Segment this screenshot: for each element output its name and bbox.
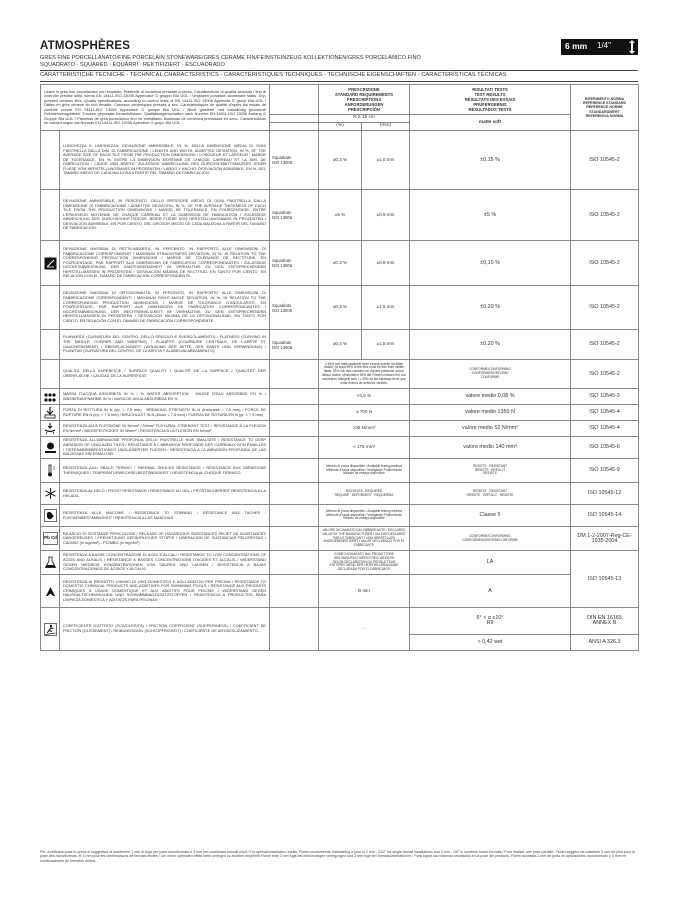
table-row [41,360,639,389]
row-method [270,608,319,651]
page-title: ATMOSPHÈRES [40,40,131,52]
requirement-mm: ±0,8 mm [362,241,410,286]
requirement-value: Metodo di prova disponibile / Available testing method Méthode d'essai disponible / Verfügbare Prüfmethode Método de ensayo disponible [319,505,410,527]
requirement-value: COME DICHIARATO DAL PRODUTTORE SEE MANUFACTURER'S DECLARATION SELON DÉCLARATION DU PRODUCTEUR ENTSPRECHEND DER HERSTELLERANGABE DECLARADA POR EL FABRICANTE [319,551,410,575]
subtitle-material: GRES FINE PORCELLANATO/FINE PORCELAIN STONEWARE/GRÈS CÉRAME FIN/FEINSTEINZEUG KOLLEKTIONEN/GRES PORCELÁNICO FINO [40,55,421,61]
blank-icon [41,131,60,190]
reference-standard: ISO 10545-4 [571,421,639,437]
requirement-pct: ±0,3 % [319,286,362,330]
blank-icon [41,360,60,389]
requirement-value: - [319,608,410,651]
slip-icon [41,608,60,651]
test-result: RESISTE · RESISTANT RÉSISTE · ERFÜLLT · RESISTE [410,483,571,505]
reference-standard: ISO 10545-2 [571,241,639,286]
requirement-mm: ±1,0 mm [362,131,410,190]
row-method [270,483,319,505]
thickness-inch: 1/4" [597,41,611,50]
test-result: valore medio 0,08 % [410,389,571,405]
test-result: ±0,10 % [410,241,571,286]
unit-spacer [270,123,319,131]
row-method: Squadrato ISO 13006 [270,131,319,190]
reference-standard: DIN EN 16165 ANNEX B [571,608,639,635]
test-result: 6° < α ≤10° R9 [410,608,571,635]
svg-text:Pb Cd: Pb Cd [43,535,57,540]
row-method [270,405,319,421]
row-description: RESISTENZA AGLI SBALZI TERMICI / THERMAL SHOCKS RESISTANCE / RÉSISTANCE AUX VARIATIONS THERMIQUES / TEMPERATURWECHSELBESTÄNDIGKEIT / RESISTENCIA AL CHOQUE TÉRMICO. [60,459,270,483]
requirement-value: ≥ 95% min dalle piastrelle deve essere esente da difetti visibili / At least 95% of the tiles must be free from visible flaws. 95% min des carreaux ne doivent présenter aucun défaut visible. Mindestens 95% der Fliesen müssen frei von sichtbaren Mängeln sein / ≥ 95% de las baldosas tiene que estar exento de defectos visibles. [319,360,410,389]
thickness-mm: 6 mm [565,41,588,51]
row-description: COEFFICIENTE D'ATTRITO (SCIVOLOSITÀ) / FRICTION COEFFICIENT (SLIPPERINESS) / COEFFICIENT DE FRICTION (GLISSEMENT) / REIBUNGSZAHL (SCHLÜPFRIGKEIT) / COEFICIENTE DE ANTIDESLIZAMIENTO. [60,608,270,651]
table-row [41,421,639,437]
subtitle-edge: SQUADRATO · SQUARED · ÉQUARRI · REKTIFIZIERT · ESCUADRADO [40,62,638,71]
table-row [41,483,639,505]
reference-standard: ISO 10545-4 [571,405,639,421]
requirement-value: B min [319,575,410,608]
requirement-pct: ±5 % [319,190,362,241]
test-result: CONFORME/CONFORMING CONFORME/KONFORM/CONFORME [410,527,571,551]
row-description: PLANARITÀ (CURVATURA DEL CENTRO, DELLO SPIGOLO E SVERGOLAMENTO) / FLATNESS (CURVING IN THE MIDDLE, CORNER AND WARPING) / PLANÉITÉ (COURBURE CENTRALE, DE L'ARÊTE ET GAUCHISSEMENT) / EBENFLÄCHIGKEIT (WÖLBUNG DER MITTE, DER KANTE UND VERWINDUNG) / PLANITUD (CURVATURA DEL CENTRO, DE LA ARISTA Y ALABEO/ALABEAMIENTO). [60,330,270,360]
pbcd-icon [41,527,60,551]
row-method [270,421,319,437]
requirement-mm: ±0,5 mm [362,190,410,241]
thermo-icon [41,459,60,483]
row-description: DEVIAZIONE MASSIMA DI ORTOGONALITÀ, IN PERCENTO, IN RAPPORTO ALLE DIMENSIONI DI FABBRICAZIONE CORRISPONDENTI / MAXIMUM RIGHT-ANGLE DEVIATION, IN %, IN RELATION TO THE CORRESPONDING PRODUCTION DIMENSIONS / MARGE DE TOLÉRANCE D'ANGULARITÉ, EN POURCENTAGE, PAR RAPPORT AUX DIMENSIONS DE FABRICATION CORRESPONDANTES / HÖCHSTABWEICHUNG DER RECHTWINKLIGKEIT IM VERHÄLTNIS ZU DEN ENTSPRECHENDEN HERSTELLMASSEN IN PROZENTEN / DESVIACIÓN MÁXIMA DE LA ORTOGONALIDAD, EN TANTO POR CIENTO, EN RELACIÓN CON EL TAMAÑO DE FABRICACIÓN CORRESPONDIENTE. [60,286,270,330]
row-description: QUALITÀ DELLA SUPERFICIE / SURFACE QUALITY / QUALITÉ DE LA SURFACE / QUALITÄT DER OBERFLÄCHE / CALIDAD DE LA SUPERFICIE. [60,360,270,389]
test-result: valore medio 140 mm³ [410,437,571,459]
requirement-value: ≥ 700 N [319,405,410,421]
pct-label: (%) [319,123,362,131]
test-result: LA [410,551,571,575]
requirement-mm: ±1,5 mm [362,286,410,330]
row-description: RESISTENZA A BASSE CONCENTRAZIONI DI ACIDI E ALCALI / RESISTANCE TO LOW CONCENTRATIONS OF ACIDS AND ALKALIS / RÉSISTANCE À BASSES CONCENTRATIONS D'ACIDES ET ALCALIS / WIDERSTAND GEGEN NIEDRIGE KONZENTRATIONEN VON SÄUREN UND LAUGEN / RESISTENCIA A BAJAS CONCENTRACIONES DE ÁCIDOS Y ÁLCALIS. [60,551,270,575]
reference-standard: DM 1-2-2007-Reg-CE-1935-2004 [571,527,639,551]
reference-header: RIFERIMENTO NORMA REFERENCE STANDARD RÉFÉRENCE NORME STANDARDWERT REFERENCIA NORMA [571,85,639,131]
row-method [270,389,319,405]
requirement-value: < 175 mm³ [319,437,410,459]
reference-standard: ISO 10545-6 [571,437,639,459]
straight-icon [41,241,60,286]
requirement-pct: ±0,3 % [319,241,362,286]
row-method: Squadrato ISO 13006 [270,286,319,330]
row-description: RILASCIO DI SOSTANZE PERICOLOSE / RELEASE OF HAZARDOUS SUBSTANCES /REJET DE SUBSTANCES DANGEREUSES / FREISETZUNG GEFÄHRLICHER STOFFE / LIBERACIÓN DE SUSTANCIAS PELIGROSAS / CADMIO (in mg/dm²) - PIOMBO (in mg/dm²) [60,527,270,551]
row-method [270,437,319,459]
row-method [270,360,319,389]
requirements-header: PRESCRIZIONE STANDARD REQUIREMENTS PRESCRIPTIONS ANFORDERUNGEN PRESCRIPCIÓN [319,85,410,115]
reference-standard: ISO 10545-14 [571,505,639,527]
table-header-row [41,85,639,115]
reference-standard: ISO 10545-2 [571,131,639,190]
row-method [270,505,319,527]
row-method: Squadrato ISO 13006 [270,190,319,241]
norm-label: N ≥ 15 cm [319,115,410,123]
test-result: ±5 % [410,190,571,241]
requirement-value: Metodo di prova disponibile / Available testing method Méthode d'essai disponible / Verfügbare Prüfmethode Método de ensayo disponible [319,459,410,483]
test-result: valore medio 1350 N [410,405,571,421]
reference-standard: ISO 10545-2 [571,330,639,360]
table-row [41,190,639,241]
row-description: LUNGHEZZA E LARGHEZZA: DEVIAZIONE AMMISSIBILE, IN %, DELLA DIMENSIONE MEDIA DI OGNI PIASTRELLA DALLA DIM. DI FABBRICAZIONE / LENGTH AND WIDTH: ADMITTED DEVIATION, IN %, OF THE AVERAGE SIZE OF EACH TILE FROM THE PRODUCTION DIMENSIONS / LONGUEUR ET LARGEUR : MARGE DE TOLÉRANCE, EN %, ENTRE LA DIMENSION MOYENNE DE CHAQUE CARREAU ET LA DIM. DE FABRICATION / LÄNGE UND BREITE: ZULÄSSIGE ABWEICHUNG DES DURCHSCHNITTSMASSES JEDER FLIESE VOM HERSTELLUNGSMASS IN PROZENTEN / LARGO Y ANCHO: DESVIACIÓN ADMISIBLE, EN %, DEL TAMAÑO MEDIO DE CADA BALDOSA A PARTIR DEL TAMAÑO DE FABRICACIÓN. [60,131,270,190]
row-method [270,459,319,483]
requirement-pct: ±0,3 % [319,131,362,190]
reference-standard: ANSI A 326.3 [571,635,639,651]
reference-standard: ISO 10545-3 [571,389,639,405]
row-description: RESISTENZA ALL'ABRASIONE PROFONDA DELLE PIASTRELLE NON SMALTATE / RESISTANCE TO DEEP ABRASION OF UNGLAZED TILES / RÉSISTANCE À L'ABRASION PROFONDE DES CARREAUX NON ÉMAILLÉS / TIEFENABRIEBFESTIGKEIT UNGLASIERTER FLIESEN / RESISTENCIA A LA ABRASIÓN PROFUNDA DE LAS BALDOSAS SIN ESMALTAR. [60,437,270,459]
tech-table [40,84,639,651]
table-row [41,405,639,421]
test-result: > 0,42 wet [410,635,571,651]
section-heading: CARATTERISTICHE TECNICHE - TECHNICAL CHARACTERISTICS - CARACTÉRISTIQUES TECHNIQUES - TECHNISCHE EIGENSCHAFTEN - CARACTERÍSTICAS TÉCNICAS [40,72,638,82]
test-result: ±0,15 % [410,131,571,190]
abrasion-icon [41,437,60,459]
test-result: CONFORME/CONFORMING CONFORME/KONFORM/ CONFORME [410,360,571,389]
row-description: DEVIAZIONE MASSIMA DI RETTILINEARITÀ, IN PERCENTO, IN RAPPORTO ALLE DIMENSIONI DI FABBRICAZIONE CORRISPONDENTI / MAXIMUM STRAIGHTNESS DEVIATION, IN %, IN RELATION TO THE CORRESPONDING PRODUCTION DIMENSIONS / MARGE DE TOLÉRANCE DE RECTITUDE, EN POURCENTAGE, PAR RAPPORT AUX DIMENSIONS DE FABRICATION CORRESPONDANTES / ZULÄSSIGE HÖCHSTABWEICHUNG DER KANTENGERADHEIT IM VERHÄLTNIS ZU DEN ENTSPRECHENDEN HERSTELLMASSEN IN PROZENTEN / DESVIACIÓN MÁXIMA DE RECTITUD, EN TANTO POR CIENTO, EN RELACIÓN CON EL TAMAÑO DE FABRICACIÓN CORRESPONDIENTE. [60,241,270,286]
footer-note: Per un'efficace posa in opera si suggerisce di mantenere 2 mm di fuga per pose monoformato e 3 mm per combinare formati misti / For optimal installation results, Florim recommends maintaining a joint of 2 mm - 1/12" for single format installations and 3 mm - 1/8" to combine mixed formats / Pour réaliser une pose parfaite, Florim suggère de maintenir 2 mm de joint pour la pose des monoformats, et 3 mm pour les combinaisons de formats mixtes / Um einen optimalen effekt beim verlegen zu erzielen empfiehlt Florim eine 2 mm fuge bei einformatigen verlegungen und 3 mm fuge bei formatkombinationen / Para lograr los máximos resultados en la pose del producto, Florim aconseja 2 mm de junta en aplicaciones monoformato y 3 mm en combinaciones de formatos mixtos. [40,850,635,863]
table-row [41,437,639,459]
row-description: RESISTENZA AL GELO / FROST RESISTANCE / RÉSISTANCE AU GEL / FROSTSICHERHEIT RESISTENCIA A LA HELADA [60,483,270,505]
reference-standard: ISO 10545-13 [571,551,639,608]
press-icon [41,405,60,421]
reference-standard: ISO 10545-2 [571,360,639,389]
row-method: Squadrato ISO 13006 [270,241,319,286]
reference-standard: ISO 10545-2 [571,190,639,241]
reference-standard: ISO 10545-9 [571,459,639,483]
requirement-value: RICHIESTA · REQUIRED REQUISE · GEFORDERT · REQUERIDA [319,483,410,505]
matte-label: matte soft [410,115,571,131]
table-row [41,505,639,527]
table-row [41,608,639,635]
test-result: ±0,20 % [410,330,571,360]
requirement-value: >35 N/mm² [319,421,410,437]
stain-icon [41,505,60,527]
intro-text: Lastre in gres fine porcellanato non smaltato. Piastrelle di ceramica pressate a secco. Caratteristiche di qualità secondo i test di controllo previsti dalla norma EN 14411-ISO 13006 Appendice G gruppo BIa UGL / Unglazed porcelain stoneware slabs. Dry-pressed ceramic tiles. Quality specifications, according to control tests of EN 14411-ISO 13006 Appendix G group BIa UGL / Dalles en grès cérame fin non émaillé. Carreaux céramiques pressés à sec. Caractéristiques de qualité d'après les essais de contrôle norme EN 14411-ISO 13006 Appendice G groupe BIa UGL / Nicht glasierte und vollständig gesinterte Feinsteinzeugplatten. Trocken gepresste Keramikfliesen. Qualitätseigenschaften nach Normen EN 14411-ISO 13006 Anhang G Gruppe BIa UGL / Planchas de gres porcelánico fino no esmaltado. Baldosas de cerámica prensadas en seco. Características de calidad según las Normas EN 14411-ISO 13006 Apéndice G grupo BIa UGL [41,85,270,131]
table-row [41,241,639,286]
frost-icon [41,483,60,505]
row-description: RESISTENZA ALLA FLESSIONE IN N/mm² / N/mm² FLEXURAL STRENGHT TEST / RÉSISTANCE À LA FLEXION EN N/mm² / BIEGEFESTIGKEIT IN N/mm² / RESISTENCIA A LA FLEXIÓN EN N/mm² [60,421,270,437]
table-row [41,389,639,405]
thickness-badge [561,39,638,55]
method-header [270,85,319,115]
chem-icon [41,551,60,575]
row-method [270,527,319,551]
norm-spacer [270,115,319,123]
table-row [41,527,639,551]
row-description: RESISTENZA ALLE MACCHIE / RESISTANCE TO STAINING / RÉSISTANCE AUX TACHES / FLECKENBESTÄNDIGKEIT / RESISTENCIA A LAS MANCHAS. [60,505,270,527]
flex-icon [41,421,60,437]
table-row [41,551,639,575]
table-row [41,131,639,190]
test-result: ±0,20 % [410,286,571,330]
row-description: FORZA DI ROTTURA IN N (sp. < 7,5 mm) · BREAKING STRENGTH IN N (thickness < 7,5 mm) / FORCE DE RUPTURE EN N (ép. < 7,5 mm) / BRUCHLAST IN N (Dicke < 7,5 mm) / FUERZA DE ROTURA EN N (gr. < 7,5 mm) [60,405,270,421]
test-result: valore medio 52 N/mm² [410,421,571,437]
drops-icon [41,389,60,405]
test-result: A [410,575,571,608]
test-result: Classe 5 [410,505,571,527]
requirement-mm: ±1,8 mm [362,330,410,360]
row-description: DEVIAZIONE AMMISSIBILE, IN PERCENTO, DELLO SPESSORE MEDIO DI OGNI PIASTRELLA DALLA DIMENSIONE DI FABBRICAZIONE / ADMITTED DEVIATION, IN %, OF THE AVERAGE THICKNESS OF EACH TILE FROM THE PRODUCTION DIMENSIONS / MARGE DE TOLÉRANCE, EN POURCENTAGE, ENTRE L'ÉPAISSEUR MOYENNE DE CHAQUE CARREAU ET LA DIMENSION DE FABRICATION / ZULÄSSIGE ABWEICHUNG DER DURCHSCHNITTSDICKE JEDER FLIESE VOM HERSTELLUNGSMASS IN PROZENTEN / DESVIACIÓN ADMISIBLE, EN POR CIENTO, DEL GROSOR MEDIO DE CADA BALDOSA A PARTIR DEL TAMAÑO DE FABRICACIÓN. [60,190,270,241]
requirement-value: VALORE DICHIARATO DAL FABBRICANTE / DECLARED VALUE BY THE MANUFACTURER / VALEUR DÉCLARÉE PAR LE FABRICANT / VOM HERSTELLER ANGEGEBENER WERT / VALOR DECLARADO POR EL FABRICANTE [319,527,410,551]
table-row [41,286,639,330]
row-description: MASSA D'ACQUA ASSORBITA IN % / % WATER ABSORPTION · MASSE D'EAU ABSORBÉE EN % / WASSERAUFNAHME IN % / MASA DE AGUA ABSORBIDA EN % [60,389,270,405]
blank-icon [41,190,60,241]
reference-standard: ISO 10545-2 [571,286,639,330]
requirement-pct: ±0,4 % [319,330,362,360]
row-method: Squadrato ISO 13006 [270,330,319,360]
page-header [40,40,638,54]
row-method [270,575,319,608]
test-result: RESISTE · RESISTANT RÉSISTE · ERFÜLLT RESISTE [410,459,571,483]
mm-label: (mm) [362,123,410,131]
table-row [41,575,639,608]
row-method [270,551,319,575]
row-description: RESISTENZA AI PRODOTTI CHIMICI DI USO DOMESTICO E AGLI ADDITIVI PER PISCINA / RESISTANCE TO DOMESTIC CHEMICAL PRODUCTS AND ADDITIVES FOR SWIMMING POOLS / RÉSISTANCE AUX PRODUITS CHIMIQUES À USAGE DOMESTIQUE ET AUX ADDITIFS POUR PISCINE / WIDERSTAND GEGEN HAUSHALTSCHEMIKALIEN UND SCHWIMMBADZUSATZSTOFFEN / RESISTENCIA A PRODUCTOS PARA LIMPIEZA DOMÉSTICA Y ADITIVOS PARA PISCINAS [60,575,270,608]
requirement-value: <0,5 % [319,389,410,405]
results-header: RISULTATI TESTS TEST RESULTS RÉSULTATS DES ESSAIS PRÜFERGEBNIS RESULTADOS TESTS [410,85,571,115]
blank-icon [41,330,60,360]
table-row [41,459,639,483]
table-row [41,330,639,360]
reference-standard: ISO 10545-12 [571,483,639,505]
blank-icon [41,286,60,330]
thickness-arrow-icon [628,39,636,55]
chem2-icon [41,575,60,608]
